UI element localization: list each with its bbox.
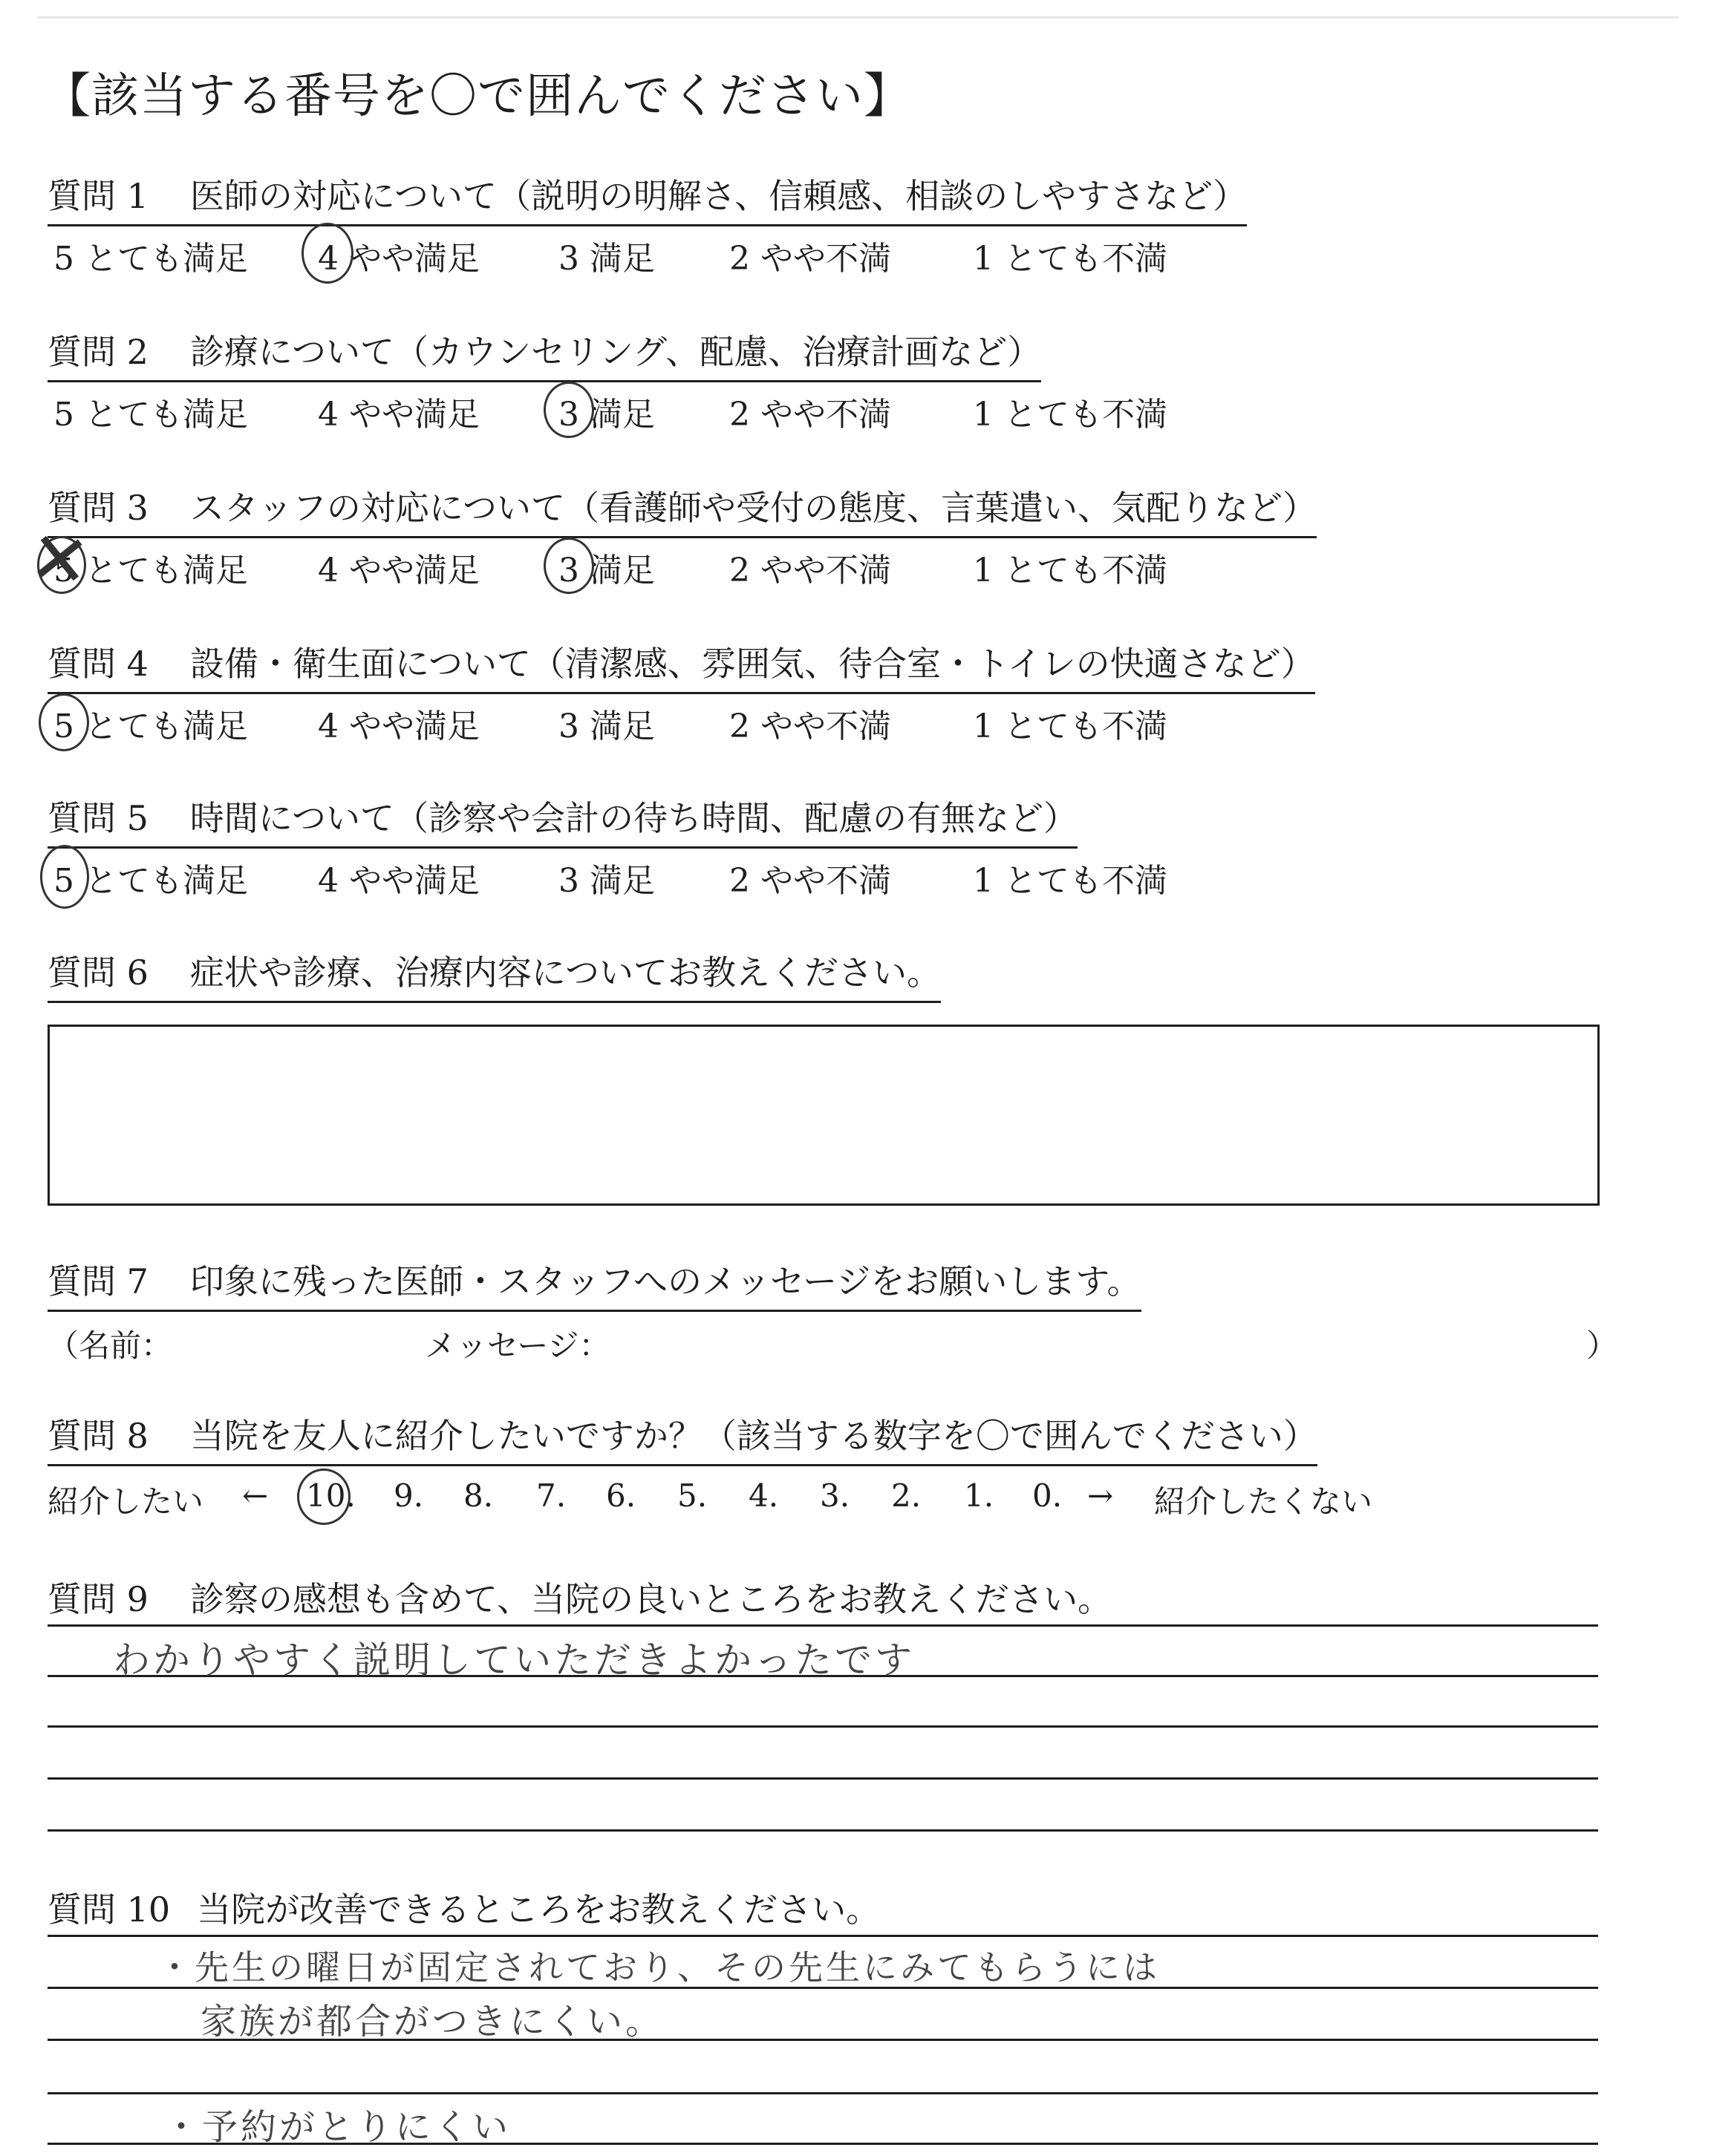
q10-ruled-line [48, 1935, 1598, 1937]
q5-handwritten-circle [40, 845, 89, 909]
q7-name-label: （名前： [48, 1327, 173, 1364]
question-8-text: 当院を友人に紹介したいですか？（該当する数字を〇で囲んでください） [189, 1416, 1317, 1456]
q4-option-3[interactable]: 3 満足 [558, 708, 655, 745]
q3-option-1[interactable]: 1 とても不満 [973, 552, 1167, 589]
q2-option-2[interactable]: 2 やや不満 [729, 396, 891, 434]
question-5-title [48, 791, 1078, 849]
q1-option-5[interactable]: 5 とても満足 [53, 240, 248, 278]
q9-handwritten-answer: わかりやすく説明していただきよかったです [113, 1639, 915, 1682]
q8-scale-10[interactable]: 10. [306, 1477, 356, 1514]
q8-left-arrow-icon: ← [242, 1477, 269, 1514]
question-6-text: 症状や診療、治療内容についてお教えください。 [189, 953, 941, 993]
question-7-title [48, 1255, 1141, 1312]
form-instruction: 【該当する番号を〇で囲んでください】 [43, 69, 912, 124]
q8-scale-7[interactable]: 7. [536, 1477, 567, 1514]
q8-scale-8[interactable]: 8. [463, 1477, 494, 1514]
question-2-text: 診療について（カウンセリング、配慮、治療計画など） [189, 332, 1042, 372]
q8-left-label: 紹介したい [48, 1483, 204, 1520]
q10-ruled-line [48, 2092, 1598, 2094]
question-9-title [48, 1572, 1112, 1627]
q1-option-1[interactable]: 1 とても不満 [973, 240, 1167, 278]
q4-option-5[interactable]: 5 とても満足 [53, 708, 248, 745]
q8-right-arrow-icon: → [1087, 1477, 1114, 1514]
question-2-number: 質問 2 [48, 332, 149, 372]
q2-option-1[interactable]: 1 とても不満 [973, 396, 1167, 434]
question-9-number: 質問 9 [48, 1579, 149, 1619]
question-3-number: 質問 3 [48, 488, 149, 528]
q1-option-2[interactable]: 2 やや不満 [729, 240, 891, 278]
q1-handwritten-circle [302, 223, 353, 284]
question-1-text: 医師の対応について（説明の明解さ、信頼感、相談のしやすさなど） [189, 176, 1248, 216]
question-10-number: 質問 10 [48, 1889, 171, 1930]
q1-option-3[interactable]: 3 満足 [558, 240, 655, 278]
question-1-number: 質問 1 [48, 176, 149, 216]
q1-option-4[interactable]: 4 やや満足 [318, 240, 480, 278]
question-4-text: 設備・衛生面について（清潔感、雰囲気、待合室・トイレの快適さなど） [189, 644, 1315, 684]
q8-scale-3[interactable]: 3. [820, 1477, 850, 1514]
q5-option-1[interactable]: 1 とても不満 [973, 862, 1167, 900]
question-3-title [48, 481, 1317, 538]
question-10-title [48, 1883, 880, 1938]
question-6-title [48, 946, 941, 1003]
q9-ruled-line [48, 1829, 1598, 1832]
q4-handwritten-circle [39, 693, 89, 751]
question-6-number: 質問 6 [48, 953, 149, 993]
page-top-edge [37, 16, 1678, 19]
q8-scale-1[interactable]: 1. [964, 1477, 994, 1514]
question-2-title [48, 325, 1041, 382]
q5-option-3[interactable]: 3 満足 [558, 862, 655, 900]
question-4-title [48, 637, 1315, 694]
q3-option-4[interactable]: 4 やや満足 [318, 552, 480, 589]
question-6-answer-box[interactable] [48, 1025, 1600, 1206]
q7-message-label: メッセージ： [425, 1327, 610, 1364]
q9-ruled-line [48, 1777, 1598, 1780]
question-9-text: 診察の感想も含めて、当院の良いところをお教えください。 [189, 1579, 1112, 1619]
q3-option-5[interactable]: 5 とても満足 [53, 552, 248, 589]
question-7-number: 質問 7 [48, 1261, 149, 1301]
q4-option-2[interactable]: 2 やや不満 [729, 708, 891, 745]
q8-handwritten-circle [297, 1469, 351, 1525]
q10-handwritten-answer-line-3: ・予約がとりにくい [163, 2106, 512, 2148]
q4-option-1[interactable]: 1 とても不満 [973, 708, 1167, 745]
q4-option-4[interactable]: 4 やや満足 [318, 708, 480, 745]
q10-handwritten-answer-line-2: 家族が都合がつきにくい。 [201, 2001, 665, 2042]
q8-scale-4[interactable]: 4. [749, 1477, 779, 1514]
question-7-text: 印象に残った医師・スタッフへのメッセージをお願いします。 [189, 1261, 1141, 1301]
question-10-text: 当院が改善できるところをお教えください。 [197, 1889, 881, 1930]
q7-close-paren: ） [1586, 1327, 1618, 1364]
q9-ruled-line [48, 1624, 1598, 1627]
question-5-text: 時間について（診察や会計の待ち時間、配慮の有無など） [189, 798, 1078, 838]
question-4-number: 質問 4 [48, 644, 149, 684]
q2-option-5[interactable]: 5 とても満足 [53, 396, 248, 434]
q8-scale-5[interactable]: 5. [677, 1477, 708, 1514]
q9-ruled-line [48, 1725, 1598, 1728]
q8-right-label: 紹介したくない [1154, 1483, 1373, 1520]
q2-option-3[interactable]: 3 満足 [558, 396, 655, 434]
question-8-title [48, 1409, 1317, 1466]
question-5-number: 質問 5 [48, 798, 149, 838]
question-8-number: 質問 8 [48, 1416, 149, 1456]
q2-option-4[interactable]: 4 やや満足 [318, 396, 480, 434]
q8-scale-0[interactable]: 0. [1032, 1477, 1063, 1514]
q8-scale-6[interactable]: 6. [606, 1477, 636, 1514]
q3-handwritten-cross-mark: ✕ [25, 515, 94, 604]
q3-option-2[interactable]: 2 やや不満 [729, 552, 891, 589]
question-3-text: スタッフの対応について（看護師や受付の態度、言葉遣い、気配りなど） [189, 488, 1317, 528]
q8-scale-9[interactable]: 9. [394, 1477, 424, 1514]
q3-option-3[interactable]: 3 満足 [558, 552, 655, 589]
q5-option-2[interactable]: 2 やや不満 [729, 862, 891, 900]
q8-scale-2[interactable]: 2. [891, 1477, 922, 1514]
question-1-title [48, 169, 1247, 226]
q5-option-5[interactable]: 5 とても満足 [53, 862, 248, 900]
q5-option-4[interactable]: 4 やや満足 [318, 862, 480, 900]
q2-handwritten-circle [544, 382, 594, 438]
q3-handwritten-circle [544, 538, 594, 594]
q10-handwritten-answer-line-1: ・先生の曜日が固定されており、その先生にみてもらうには [157, 1947, 1160, 1987]
